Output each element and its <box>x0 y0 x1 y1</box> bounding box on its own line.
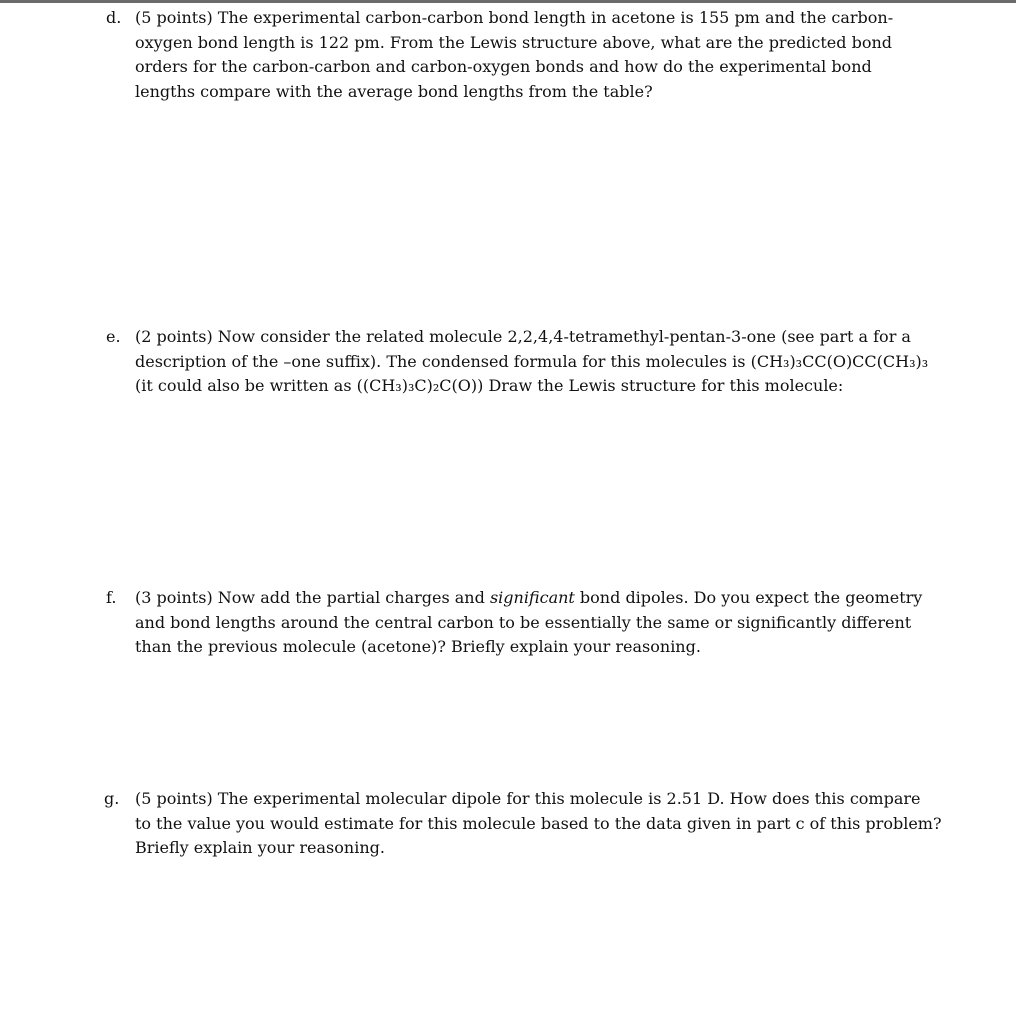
question-line-before: (3 points) Now add the partial charges and <box>135 588 490 607</box>
question-line: (5 points) The experimental molecular dipole for this molecule is 2.51 D. How does this compare <box>135 789 921 808</box>
question-line: orders for the carbon-carbon and carbon-oxygen bonds and how do the experimental bond <box>135 57 872 76</box>
question-letter: g. <box>104 789 120 808</box>
question-line: (5 points) The experimental carbon-carbon bond length in acetone is 155 pm and the carbon- <box>135 8 894 27</box>
question-text <box>135 586 935 660</box>
question-line: (2 points) Now consider the related molecule 2,2,4,4-tetramethyl-pentan-3-one (see part a for a <box>135 327 911 346</box>
question-letter: e. <box>106 327 121 346</box>
question-line-emphasis: significant <box>489 588 575 607</box>
question-line: Briefly explain your reasoning. <box>135 838 385 857</box>
question-text <box>135 325 935 399</box>
question-line: oxygen bond length is 122 pm. From the Lewis structure above, what are the predicted bond <box>135 32 893 52</box>
question-line: (it could also be written as ((CH₃)₃C)₂C(O)) Draw the Lewis structure for this molecule: <box>135 376 844 395</box>
question-text <box>135 6 935 104</box>
question-line: and bond lengths around the central carbon to be essentially the same or significantly different <box>135 612 912 632</box>
question-line: lengths compare with the average bond lengths from the table? <box>135 81 653 101</box>
question-text <box>135 787 942 861</box>
question-line-after: bond dipoles. Do you expect the geometry <box>574 588 923 607</box>
question-letter: f. <box>106 588 117 607</box>
question-letter: d. <box>106 8 122 27</box>
question-line: to the value you would estimate for this molecule based to the data given in part c of this problem? <box>135 813 942 833</box>
question-line <box>135 586 935 611</box>
question-line: than the previous molecule (acetone)? Briefly explain your reasoning. <box>135 637 701 656</box>
question-line: description of the –one suffix). The condensed formula for this molecules is (CH₃)₃CC(O)CC(CH₃)₃ <box>135 351 929 371</box>
top-rule <box>0 0 1016 3</box>
